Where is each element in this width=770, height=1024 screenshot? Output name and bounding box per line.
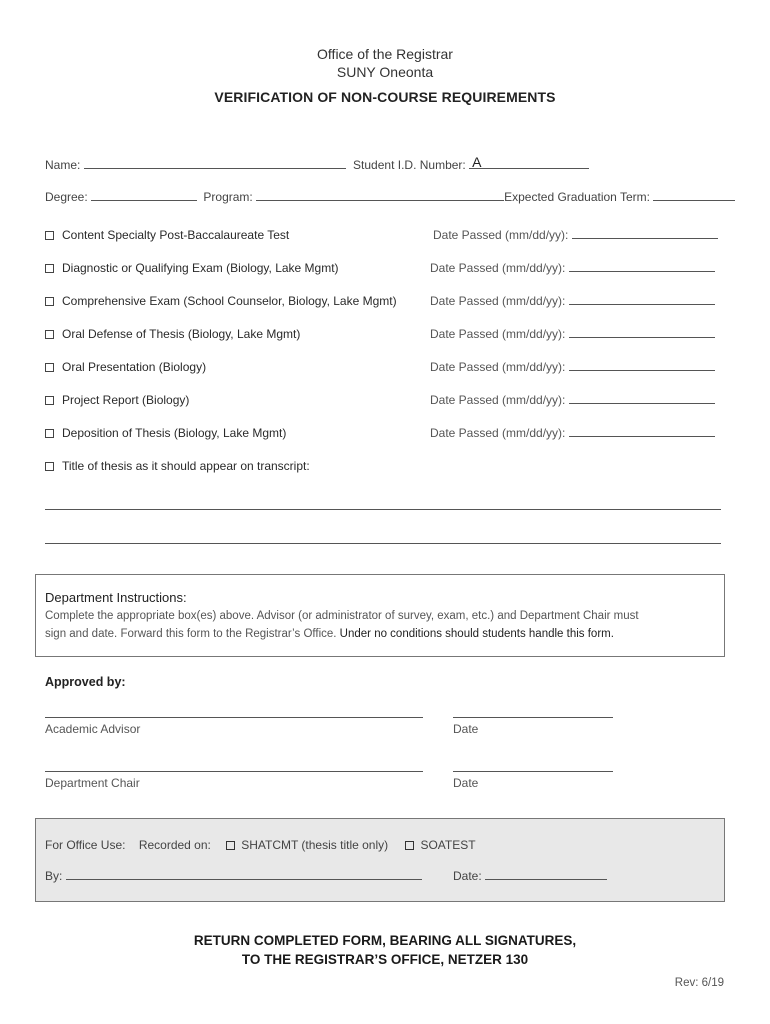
date-passed-label: Date Passed (mm/dd/yy): — [433, 228, 569, 242]
date-passed-row — [430, 393, 715, 407]
advisor-signature-line[interactable] — [45, 717, 423, 718]
requirement-item — [45, 261, 339, 275]
requirement-item — [45, 393, 189, 407]
chair-signature-line[interactable] — [45, 771, 423, 772]
requirement-item — [45, 426, 286, 440]
date-passed-label: Date Passed (mm/dd/yy): — [430, 393, 566, 407]
instructions-text: sign and date. Forward this form to the Registrar’s Office. — [45, 628, 337, 640]
instructions-line-1: Complete the appropriate box(es) above. Advisor (or administrator of survey, exam, etc.) and Department Chair must — [45, 610, 639, 622]
date-passed-field[interactable] — [569, 394, 715, 404]
program-label: Program: — [203, 190, 253, 204]
date-passed-row — [430, 360, 715, 374]
advisor-label: Academic Advisor — [45, 722, 141, 736]
requirement-checkbox[interactable] — [45, 231, 54, 240]
requirement-label: Diagnostic or Qualifying Exam (Biology, Lake Mgmt) — [62, 261, 339, 275]
date-passed-label: Date Passed (mm/dd/yy): — [430, 294, 566, 308]
requirement-item — [45, 327, 300, 341]
date-passed-field[interactable] — [569, 295, 715, 305]
date-passed-row — [430, 426, 715, 440]
soatest-label: SOATEST — [420, 838, 476, 852]
instructions-line-2 — [45, 628, 614, 640]
by-field[interactable] — [66, 870, 422, 880]
advisor-date-line[interactable] — [453, 717, 613, 718]
date-passed-row — [433, 228, 718, 242]
student-id-value: A — [472, 154, 482, 170]
requirement-label: Oral Presentation (Biology) — [62, 360, 207, 374]
chair-label: Department Chair — [45, 776, 140, 790]
date-passed-label: Date Passed (mm/dd/yy): — [430, 327, 566, 341]
office-date-label: Date: — [453, 869, 482, 883]
approved-by-title: Approved by: — [45, 675, 126, 689]
name-field[interactable] — [84, 159, 346, 169]
requirement-label: Comprehensive Exam (School Counselor, Biology, Lake Mgmt) — [62, 294, 397, 308]
thesis-title-line[interactable] — [45, 509, 721, 510]
name-row — [45, 154, 589, 172]
chair-date-line[interactable] — [453, 771, 613, 772]
advisor-date-label: Date — [453, 722, 479, 736]
shatcmt-checkbox[interactable] — [226, 841, 235, 850]
date-passed-label: Date Passed (mm/dd/yy): — [430, 360, 566, 374]
office-date-row — [453, 869, 607, 883]
date-passed-field[interactable] — [569, 427, 715, 437]
date-passed-row — [430, 261, 715, 275]
date-passed-field[interactable] — [572, 229, 718, 239]
requirement-item — [45, 228, 289, 242]
recorded-on-label: Recorded on: — [138, 838, 211, 852]
by-label: By: — [45, 869, 63, 883]
shatcmt-option[interactable] — [226, 838, 388, 852]
office-date-field[interactable] — [485, 870, 607, 880]
thesis-title-item — [45, 459, 310, 473]
requirement-label: Content Specialty Post-Baccalaureate Test — [62, 228, 290, 242]
office-use-row — [45, 838, 476, 852]
revision-label: Rev: 6/19 — [674, 977, 724, 989]
office-heading: Office of the Registrar — [317, 46, 453, 62]
instructions-title: Department Instructions: — [45, 590, 187, 605]
student-id-field[interactable] — [469, 154, 589, 170]
form-title: VERIFICATION OF NON-COURSE REQUIREMENTS — [214, 89, 556, 105]
office-by-row — [45, 869, 422, 883]
date-passed-label: Date Passed (mm/dd/yy): — [430, 261, 566, 275]
student-id-label: Student I.D. Number: — [353, 158, 466, 172]
requirement-checkbox[interactable] — [45, 264, 54, 273]
date-passed-field[interactable] — [569, 361, 715, 371]
soatest-checkbox[interactable] — [405, 841, 414, 850]
shatcmt-label: SHATCMT (thesis title only) — [241, 838, 389, 852]
program-field[interactable] — [256, 191, 504, 201]
soatest-option[interactable] — [405, 838, 475, 852]
instructions-warning: Under no conditions should students handle this form. — [339, 628, 614, 640]
grad-term-label: Expected Graduation Term: — [504, 190, 650, 204]
return-instruction-line-1: RETURN COMPLETED FORM, BEARING ALL SIGNATURES, — [193, 933, 577, 948]
date-passed-field[interactable] — [569, 328, 715, 338]
office-use-label: For Office Use: — [45, 838, 126, 852]
school-heading: SUNY Oneonta — [336, 64, 434, 80]
name-label: Name: — [45, 158, 81, 172]
requirement-label: Project Report (Biology) — [62, 393, 190, 407]
date-passed-field[interactable] — [569, 262, 715, 272]
requirement-checkbox[interactable] — [45, 363, 54, 372]
requirement-checkbox[interactable] — [45, 429, 54, 438]
return-instruction-line-2: TO THE REGISTRAR’S OFFICE, NETZER 130 — [241, 952, 529, 967]
requirement-item — [45, 360, 206, 374]
thesis-title-line[interactable] — [45, 543, 721, 544]
date-passed-label: Date Passed (mm/dd/yy): — [430, 426, 566, 440]
office-use-box — [35, 818, 725, 902]
date-passed-row — [430, 294, 715, 308]
date-passed-row — [430, 327, 715, 341]
thesis-title-checkbox[interactable] — [45, 462, 54, 471]
degree-row — [45, 190, 735, 204]
requirement-label: Deposition of Thesis (Biology, Lake Mgmt) — [62, 426, 287, 440]
requirement-checkbox[interactable] — [45, 297, 54, 306]
degree-label: Degree: — [45, 190, 88, 204]
thesis-title-label: Title of thesis as it should appear on transcript: — [62, 459, 310, 473]
requirement-checkbox[interactable] — [45, 330, 54, 339]
chair-date-label: Date — [453, 776, 479, 790]
degree-field[interactable] — [91, 191, 197, 201]
grad-term-field[interactable] — [653, 191, 735, 201]
requirement-item — [45, 294, 397, 308]
requirement-checkbox[interactable] — [45, 396, 54, 405]
requirement-label: Oral Defense of Thesis (Biology, Lake Mgmt) — [62, 327, 301, 341]
